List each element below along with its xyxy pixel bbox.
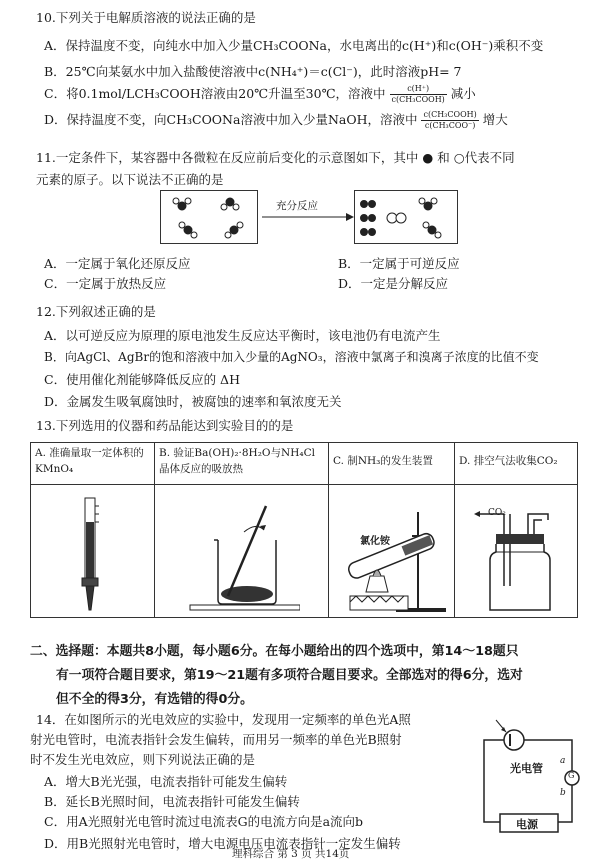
q10-d-fraction: $\frac{\text{c(CH₃COOH)}}{\text{c(CH₃COO⁻)}}$ [423, 110, 477, 130]
d-label: CO₂ [488, 508, 506, 518]
q13-cell-b: B. 验证Ba(OH)₂·8H₂O与NH₄Cl晶体反应的吸放热 [159, 447, 315, 475]
nh3-apparatus-icon [336, 492, 452, 616]
q11-stem-line1: 11.一定条件下，某容器中各微粒在反应前后变化的示意图如下，其中 ● 和 ○代表不同 [36, 150, 515, 165]
q11-option-a: A．一定属于氧化还原反应 [44, 256, 191, 271]
q13-cell-d: D. 排空气法收集CO₂ [459, 455, 558, 467]
page-footer: 理科综合 第 3 页 共14页 [232, 848, 350, 860]
q14-stem-line2: 射光电管时，电流表指针会发生偏转，而用另一频率的单色光B照射 [30, 732, 402, 747]
q10-option-d: D．保持温度不变，向CH₃COONa溶液中加入少量NaOH，溶液中 $\frac{\text{c(CH₃COOH)}}{\text{c(CH₃COO⁻)}}$ 增大 [44, 110, 508, 130]
q10-stem: 10.下列关于电解质溶液的说法正确的是 [36, 10, 256, 25]
q13-stem: 13.下列选用的仪器和药品能达到实验目的的是 [36, 418, 294, 433]
q14-option-d: D．用B光照射光电管时，增大电源电压电流表指针一定发生偏转 [44, 836, 401, 851]
section2-line2: 有一项符合题目要求，第19～21题有多项符合题目要求。全部选对的得6分，选对 [56, 668, 523, 683]
q12-option-b: B．向AgCl、AgBr的饱和溶液中加入少量的AgNO₃，溶液中氯离子和溴离子浓度的比值不变 [44, 350, 539, 364]
arrow-label: 充分反应 [276, 200, 318, 212]
q11-stem-line2: 元素的原子。以下说法不正确的是 [36, 172, 224, 187]
tube-label: 光电管 [510, 762, 543, 775]
burette-icon [70, 494, 110, 614]
q10-option-b: B．25℃向某氨水中加入盐酸使溶液中c(NH₄⁺)＝c(Cl⁻)，此时溶液pH= 7 [44, 64, 462, 79]
q11-reaction-diagram [160, 190, 458, 244]
gas-bottle-icon [470, 496, 570, 616]
photoelectric-circuit [474, 718, 584, 846]
q12-option-c: C．使用催化剂能够降低反应的 ΔH [44, 372, 240, 387]
q14-option-b: B．延长B光照时间，电流表指针可能发生偏转 [44, 794, 300, 809]
point-a-label: a [560, 756, 566, 766]
q14-option-c: C．用A光照射光电管时流过电流表G的电流方向是a流向b [44, 814, 364, 829]
c-label: 氯化铵 [360, 536, 390, 547]
q13-table [30, 442, 578, 618]
section2-line3: 但不全的得3分，有选错的得0分。 [56, 692, 253, 707]
q14-option-a: A．增大B光光强，电流表指针可能发生偏转 [44, 774, 288, 789]
q14-stem-line3: 时不发生光电效应，则下列说法正确的是 [30, 752, 256, 767]
q11-option-b: B．一定属于可逆反应 [338, 256, 460, 271]
q13-cell-a: A. 准确量取一定体积的 KMnO₄ [35, 447, 144, 475]
q12-option-a: A．以可逆反应为原理的原电池发生反应达平衡时，该电池仍有电流产生 [44, 328, 441, 343]
q11-option-c: C．一定属于放热反应 [44, 276, 167, 291]
point-b-label: b [560, 788, 566, 798]
meter-label: G [568, 771, 575, 780]
q12-option-d: D．金属发生吸氧腐蚀时，被腐蚀的速率和氧浓度无关 [44, 394, 342, 409]
q10-option-c: C．将0.1mol/LCH₃COOH溶液由20℃升温至30℃，溶液中 $\frac{c(H^+)}{\text{c(CH₃COOH)}}$ 减小 [44, 84, 476, 104]
q14-stem-line1: 14．在如图所示的光电效应的实验中，发现用一定频率的单色光A照 [36, 712, 411, 727]
q11-option-d: D．一定是分解反应 [338, 276, 449, 291]
q10-option-a: A．保持温度不变，向纯水中加入少量CH₃COONa，水电离出的c(H⁺)和c(OH⁻)乘积不变 [44, 38, 544, 53]
source-label: 电源 [516, 818, 538, 831]
section2-line1: 二、选择题：本题共8小题，每小题6分。在每小题给出的四个选项中，第14～18题只 [30, 644, 519, 659]
q12-stem: 12.下列叙述正确的是 [36, 304, 156, 319]
q10-c-fraction: $\frac{c(H^+)}{\text{c(CH₃COOH)}}$ [391, 84, 445, 104]
beaker-icon [180, 492, 300, 616]
q13-cell-c: C. 制NH₃的发生装置 [333, 455, 433, 467]
